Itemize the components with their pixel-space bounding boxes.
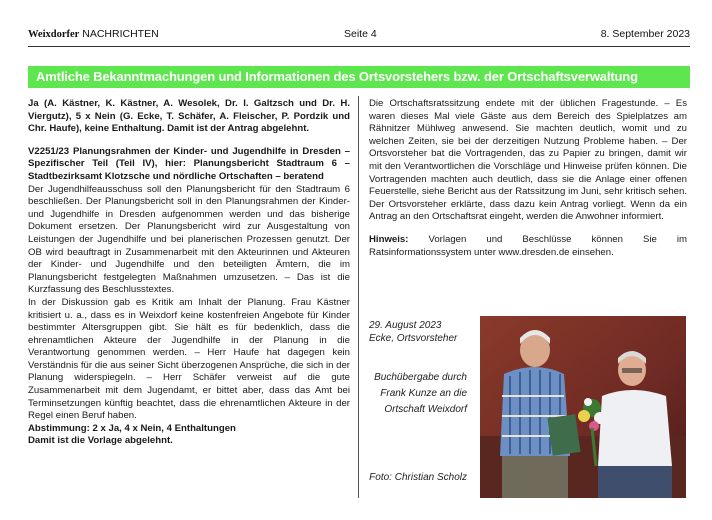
hint-label: Hinweis: <box>369 233 409 245</box>
section-banner <box>28 66 690 88</box>
newspaper-name <box>28 28 159 40</box>
paragraph-discussion: In der Diskussion gab es Kritik am Inhalt der Planung. Frau Kästner kritisiert u. a., dass es in Weixdorf keine kostenfreien Angebote für Kinder bestimmter Altersgruppen gibt. Sie hält es für bedenklich, dass die ehrenamtlichen Akteure der Jugendhilfe in der Planung in die Verantwortung genommen werden. – Herr Haufe hat dagegen kein Verständnis für die aus seiner Sicht überzogenen Ansprüche, die sich in der Planung widerspiegeln. – Herr Schäfer verweist auf die gute Zusammenarbeit mit dem Jugendamt, er bittet aber, dass das Amt bei Terminsetzungen künftig beachtet, dass die ehrenamtlichen Akteure in der Regel einen Beruf haben. <box>28 296 350 422</box>
vote-conclusion: Damit ist die Vorlage abgelehnt. <box>28 435 173 447</box>
agenda-heading: V2251/23 Planungsrahmen der Kinder- und Jugendhilfe in Dresden – Spezifischer Teil (Teil IV), hier: Planungsbericht Stadtraum 6 – Stadtbezirksamt Klotzsche und nördliche Ortschaften – beratend <box>28 145 350 182</box>
page-header <box>28 28 690 44</box>
paragraph-summary: Der Jugendhilfeausschuss soll den Planungsbericht für den Stadtraum 6 beschließen. Der Planungsbericht soll in den Planungsrahmen der Kinder- und Jugendhilfe in Dresden aufgenommen werden und das bisherige Dokument ersetzen. Der Planungsbericht wird zur Ausgestaltung von Leistungen der Jugendhilfe und bei planerischen Prozessen genutzt. Der OB wird beauftragt in Zusammenarbeit mit den Akteurinnen und Akteuren der Kinder- und Jugendhilfe und den beteiligten Ämtern, die im Planungsbericht festgelegten Maßnahmen umzusetzen. – Das ist die Kurzfassung des Beschlusstextes. <box>28 183 350 296</box>
page-number: Seite 4 <box>344 28 377 40</box>
vote-result: Ja (A. Kästner, K. Kästner, A. Wesolek, Dr. I. Galtzsch und Dr. H. Viergutz), 5 x Nein (G. Ecke, T. Schäfer, A. Fleischer, P. Pordzik und Chr. Haufe), keine Enthaltung. Damit ist der Antrag abgelehnt. <box>28 98 350 135</box>
signature-block <box>369 320 457 345</box>
left-column <box>28 98 350 448</box>
paragraph-question-time: Die Ortschaftsratssitzung endete mit der üblichen Fragestunde. – Es waren dieses Mal viele Gäste aus dem Bereich des Spielplatzes am Rähnitzer Mühlweg anwesend. Sie machten deutlich, womit und zu welchen Zeiten, sie bei der derzeitigen Nutzung Probleme haben. – Der Ortsvorsteher bat die Vortragenden, das zu Papier zu bringen, damit wir mit den Verantwortlichen die Vorschläge und Hinweise prüfen können. Die Vortragenden machten auch deutlich, dass sie die Anlage einer offenen Feuerstelle, siehe Bericht aus der Ratssitzung im Juni, sehr kritisch sehen. Der Ortsvorsteher erklärte, dass dazu kein Antrag vorliegt. Wenn da ein Antrag an den Ortschaftsrat eingeht, werden die Anwohner informiert. <box>369 98 687 223</box>
photo-credit: Foto: Christian Scholz <box>369 472 467 483</box>
brand-section: NACHRICHTEN <box>82 28 159 40</box>
issue-date: 8. September 2023 <box>600 28 690 40</box>
vote-tally: Abstimmung: 2 x Ja, 4 x Nein, 4 Enthaltungen <box>28 422 236 434</box>
hint-paragraph <box>369 234 687 259</box>
right-column <box>369 98 687 259</box>
signature-date: 29. August 2023 <box>369 320 442 331</box>
signature-name: Ecke, Ortsvorsteher <box>369 332 458 344</box>
column-divider <box>358 96 359 498</box>
header-rule <box>28 46 690 47</box>
photo-caption: Buchübergabe durch Frank Kunze an die Ortschaft Weixdorf <box>374 372 467 415</box>
hint-text: Vorlagen und Beschlüsse können Sie im Ratsinformationssystem unter www.dresden.de einsehen. <box>369 233 687 258</box>
handover-photo <box>480 316 686 498</box>
banner-title: Amtliche Bekanntmachungen und Informationen des Ortsvorstehers bzw. der Ortschaftsverwaltung <box>36 69 638 84</box>
brand-name: Weixdorfer <box>28 29 80 40</box>
